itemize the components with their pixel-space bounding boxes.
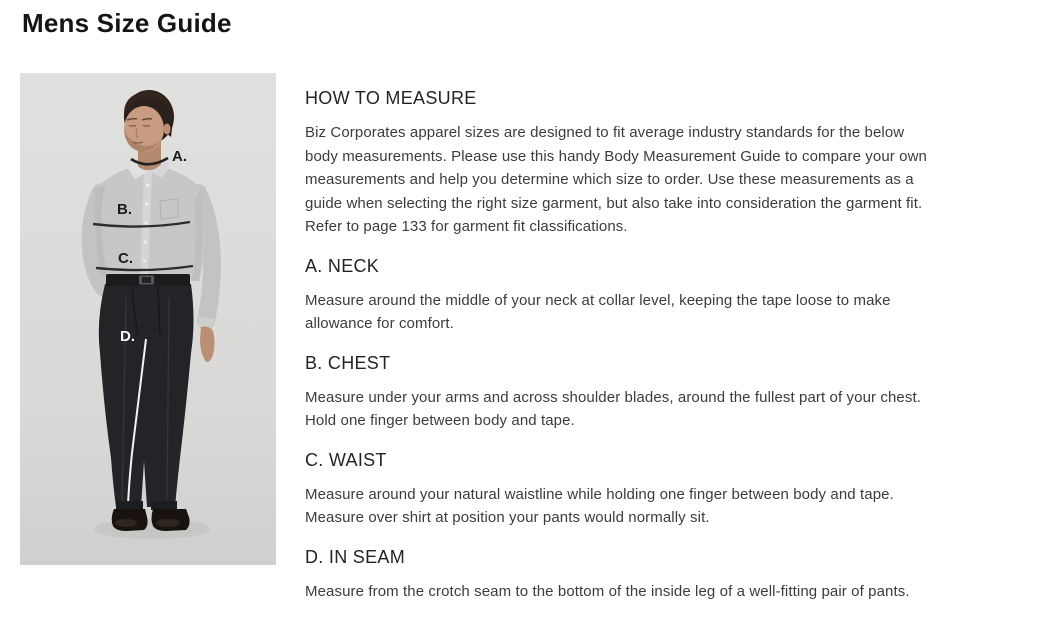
pant-cuff-right <box>151 501 177 510</box>
pant-cuff-left <box>116 501 143 510</box>
shoe-highlight <box>156 519 180 527</box>
man-measurement-illustration <box>20 73 276 565</box>
button <box>146 183 149 186</box>
belt-buckle-center <box>142 277 151 283</box>
section-heading-waist: C. WAIST <box>305 449 387 470</box>
section-heading-inseam: D. IN SEAM <box>305 546 406 567</box>
section-body-inseam: Measure from the crotch seam to the bottom of the inside leg of a well-fitting pair of pants. <box>305 582 910 600</box>
marker-d-label: D. <box>120 328 135 345</box>
eye-right <box>143 126 150 127</box>
button <box>144 221 147 224</box>
button <box>144 240 147 243</box>
marker-a-label: A. <box>172 148 187 165</box>
section-how-to-measure <box>305 87 938 239</box>
section-body-neck: Measure around the middle of your neck at collar level, keeping the tape loose to make allowance for comfort. <box>305 291 891 332</box>
shoe-highlight <box>115 519 137 527</box>
section-body-waist: Measure around your natural waistline while holding one finger between body and tape. Measure over shirt at position your pants would normally sit. <box>305 485 894 526</box>
marker-b-label: B. <box>117 201 132 218</box>
section-chest <box>305 352 938 433</box>
section-heading-neck: A. NECK <box>305 255 380 276</box>
button <box>143 259 146 262</box>
section-heading-chest: B. CHEST <box>305 352 391 373</box>
section-heading-how-to-measure: HOW TO MEASURE <box>305 88 477 108</box>
button <box>145 202 148 205</box>
measure-guide-content <box>305 87 938 619</box>
section-waist <box>305 449 938 530</box>
eye-left <box>129 126 136 127</box>
ear <box>164 124 171 135</box>
section-neck <box>305 255 938 336</box>
section-body-how-to-measure: Biz Corporates apparel sizes are designed to fit average industry standards for the below body measurements. Please use this handy Body Measurement Guide to compare your own measurements and help you determine which size to order. Use these measurements as a guide when selecting the right size garment, but also take into consideration the garment fit. Refer to page 133 for garment fit classifications. <box>305 124 927 235</box>
section-inseam <box>305 546 938 604</box>
marker-c-label: C. <box>118 250 133 267</box>
page-title: Mens Size Guide <box>22 8 232 38</box>
size-guide-photo <box>20 73 276 565</box>
section-body-chest: Measure under your arms and across shoulder blades, around the fullest part of your chest. Hold one finger between body and tape. <box>305 388 921 429</box>
